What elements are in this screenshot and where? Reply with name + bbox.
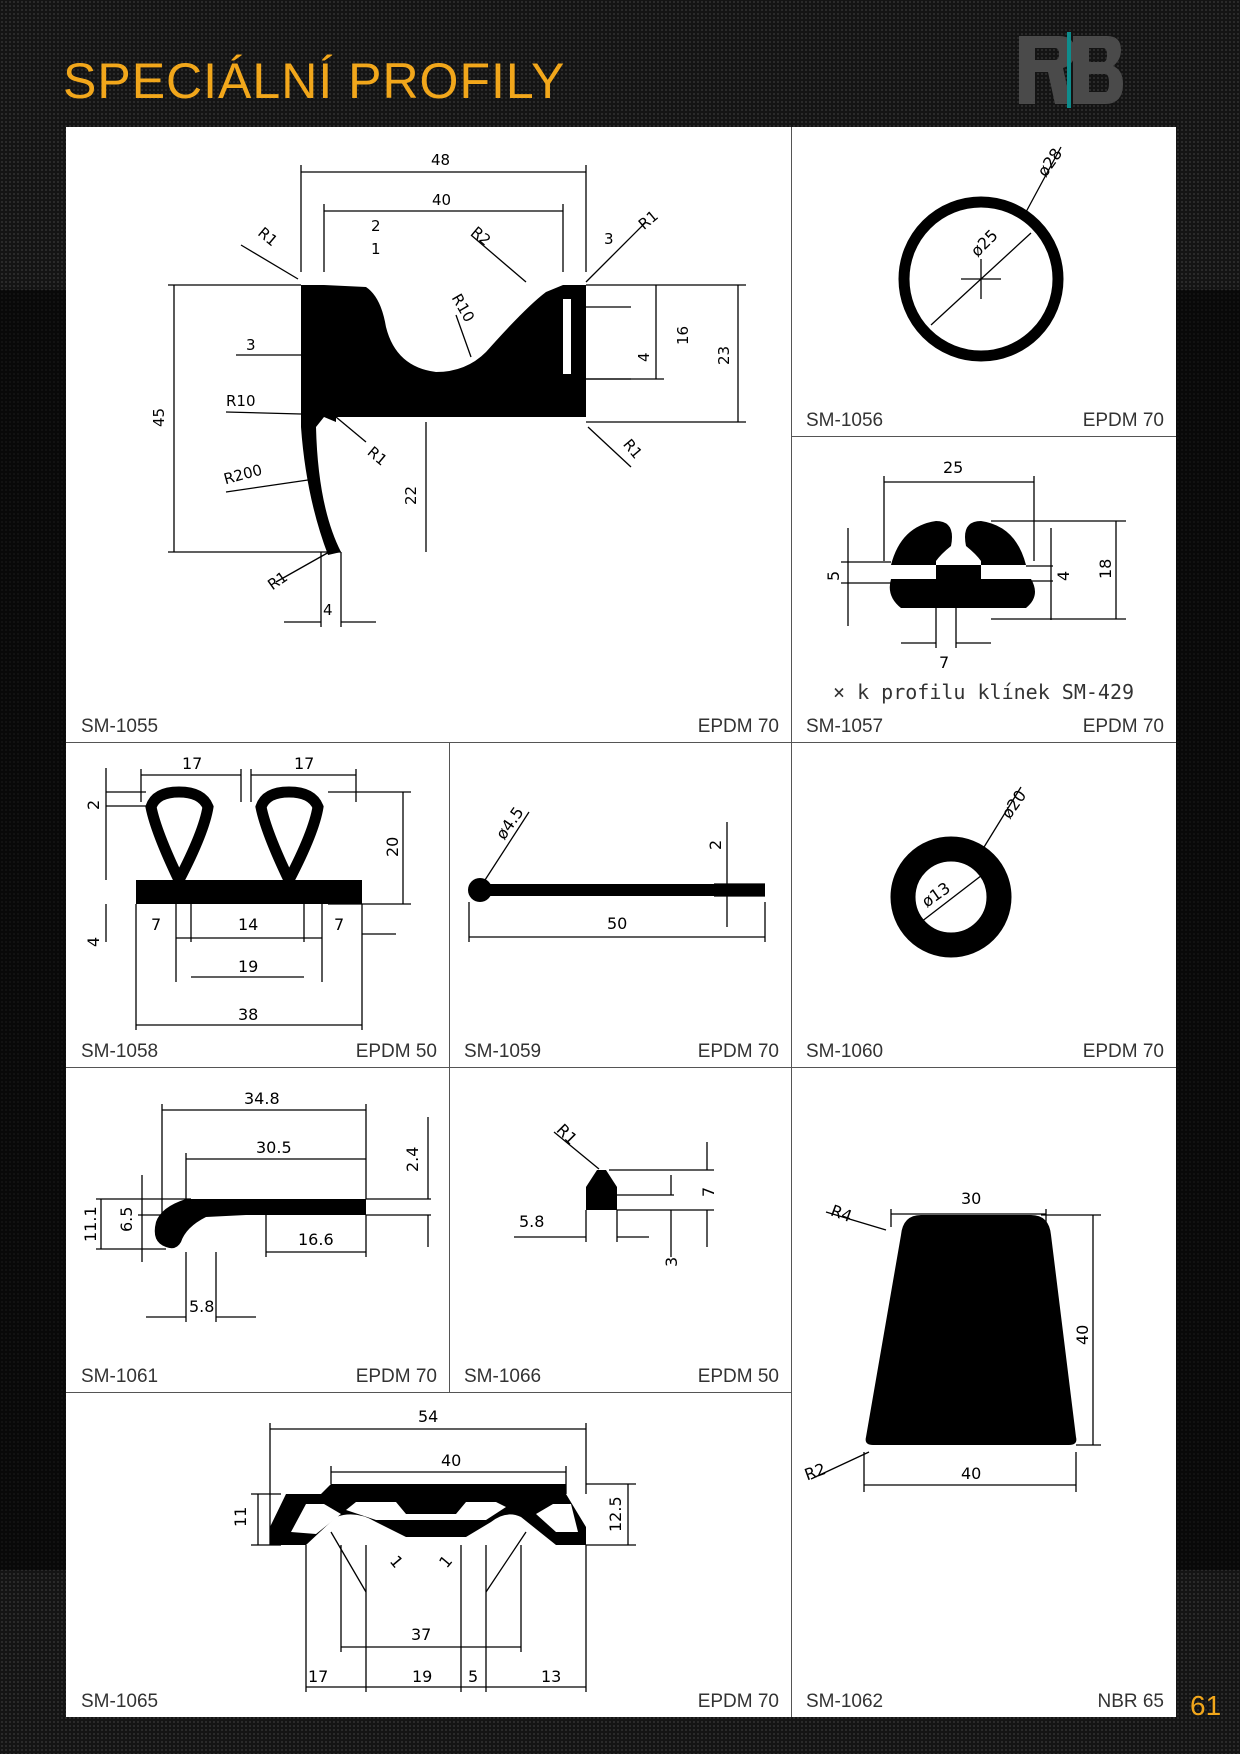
page-number: 61	[1190, 1690, 1222, 1721]
page-title: SPECIÁLNÍ PROFILY	[63, 53, 566, 109]
dim-label: 2	[371, 217, 381, 235]
dim-label: 6.5	[117, 1206, 136, 1232]
dim-label: 3	[662, 1256, 681, 1267]
profile-material: EPDM 50	[355, 1041, 437, 1062]
dim-label: 5.8	[189, 1297, 215, 1316]
dim-label: 12.5	[606, 1496, 625, 1532]
profile-cell-sm-1066	[449, 1067, 791, 1392]
dim-label: 40	[441, 1451, 462, 1470]
dim-label: 4	[1054, 570, 1073, 581]
dim-label: 17	[294, 754, 315, 773]
profile-cell-sm-1058	[66, 742, 449, 1067]
dim-label: 19	[238, 957, 259, 976]
dim-label: 30	[961, 1189, 982, 1208]
profile-cell-sm-1055	[66, 127, 791, 742]
profile-material: EPDM 50	[697, 1366, 779, 1387]
dim-label: 45	[150, 407, 168, 427]
profile-cell-sm-1065	[66, 1392, 791, 1717]
dim-label: R1	[634, 206, 662, 234]
dim-label: 7	[939, 653, 950, 672]
dim-label: 1	[385, 1551, 407, 1572]
profiles-panel	[66, 127, 1176, 1717]
profile-code: SM-1055	[81, 716, 159, 737]
dim-label: R200	[221, 460, 265, 489]
profile-cell-sm-1062	[791, 1067, 1176, 1717]
dim-label: 1	[435, 1551, 457, 1572]
dim-label: ø28	[1033, 144, 1067, 181]
profile-material: EPDM 70	[1082, 716, 1164, 737]
profile-note: × k profilu klínek SM-429	[833, 680, 1135, 704]
dim-label: ø4.5	[491, 803, 528, 843]
profile-material: NBR 65	[1097, 1691, 1164, 1712]
profile-cell-sm-1060	[791, 742, 1176, 1067]
dim-label: 1	[371, 240, 381, 258]
profile-code: SM-1057	[806, 716, 884, 737]
dim-label: 14	[238, 915, 259, 934]
dim-label: 40	[432, 191, 452, 209]
dim-label: 30.5	[256, 1138, 292, 1157]
dim-label: 40	[1073, 1324, 1092, 1345]
dim-label: 18	[1096, 558, 1115, 579]
dim-label: 40	[961, 1464, 982, 1483]
dim-label: 11.1	[81, 1206, 100, 1242]
dim-label: 37	[411, 1625, 432, 1644]
profile-code: SM-1066	[464, 1366, 542, 1387]
dim-label: ø20	[997, 786, 1031, 823]
rb-logo-icon	[1015, 30, 1125, 110]
dim-label: 4	[635, 352, 653, 362]
dim-label: 25	[943, 458, 964, 477]
profile-code: SM-1061	[81, 1366, 159, 1387]
dim-label: 2	[706, 839, 725, 850]
profile-material: EPDM 70	[697, 1041, 779, 1062]
dim-label: 2	[84, 799, 103, 810]
dim-label: R10	[226, 392, 256, 410]
profile-material: EPDM 70	[697, 716, 779, 737]
dim-label: ø25	[966, 225, 1002, 261]
profile-material: EPDM 70	[1082, 410, 1164, 431]
dim-label: 13	[541, 1667, 562, 1686]
profile-code: SM-1059	[464, 1041, 542, 1062]
dim-label: 38	[238, 1005, 259, 1024]
dim-label: 16	[674, 325, 692, 345]
dim-label: 54	[418, 1407, 439, 1426]
dim-label: R2	[467, 222, 495, 250]
dim-label: 17	[182, 754, 203, 773]
dim-label: 7	[151, 915, 162, 934]
profile-code: SM-1058	[81, 1041, 159, 1062]
dim-label: 4	[323, 601, 333, 619]
dim-label: R1	[552, 1119, 582, 1149]
dim-label: 23	[715, 345, 733, 365]
dim-label: R1	[254, 223, 282, 251]
dim-label: 48	[431, 151, 451, 169]
profile-cell-sm-1056	[791, 127, 1176, 436]
dim-label: 17	[308, 1667, 329, 1686]
dim-label: R1	[619, 435, 646, 463]
profile-material: EPDM 70	[355, 1366, 437, 1387]
dim-label: 2.4	[403, 1146, 422, 1172]
dim-label: 3	[246, 336, 256, 354]
dim-label: 5	[824, 570, 843, 581]
dim-label: 4	[84, 936, 103, 947]
dim-label: 7	[334, 915, 345, 934]
dim-label: R1	[363, 442, 391, 470]
profile-cell-sm-1059	[449, 742, 791, 1067]
profile-cell-sm-1061	[66, 1067, 449, 1392]
dim-label: 34.8	[244, 1089, 280, 1108]
dim-label: 5	[468, 1667, 479, 1686]
profile-material: EPDM 70	[697, 1691, 779, 1712]
dim-label: 19	[412, 1667, 433, 1686]
profile-code: SM-1060	[806, 1041, 884, 1062]
dim-label: 22	[402, 485, 420, 505]
profile-code: SM-1062	[806, 1691, 884, 1712]
dim-label: 5.8	[519, 1212, 545, 1231]
dim-label: 20	[383, 836, 402, 857]
dim-label: R10	[447, 290, 479, 326]
dim-label: 11	[231, 1506, 250, 1527]
dim-label: 16.6	[298, 1230, 334, 1249]
dim-label: R2	[801, 1459, 829, 1485]
dim-label: 7	[699, 1186, 718, 1197]
dim-label: 3	[604, 230, 614, 248]
profile-code: SM-1056	[806, 410, 884, 431]
dim-label: R4	[828, 1200, 855, 1227]
profile-code: SM-1065	[81, 1691, 159, 1712]
dim-label: 50	[607, 914, 628, 933]
dim-label: ø13	[918, 878, 954, 912]
profile-material: EPDM 70	[1082, 1041, 1164, 1062]
dim-label: R1	[264, 567, 291, 594]
